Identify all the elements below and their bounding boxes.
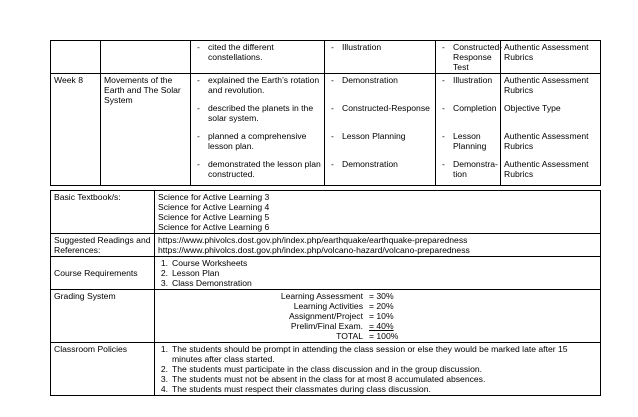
list-item: Class Demonstration xyxy=(172,278,252,288)
list-item: The students must not be absent in the class for at most 8 accumulated absences. xyxy=(172,374,486,384)
list-item: The students must participate in the class discussion and in the group discussion. xyxy=(172,364,483,374)
grade-weight: = 20% xyxy=(369,301,394,311)
activities-cell: - Demonstration - Constructed-Response - Lesson Planning - Demonstration xyxy=(325,74,436,186)
textbook-list xyxy=(155,191,601,234)
readings-list xyxy=(155,234,601,257)
assessment-item: Constructed-Response Test xyxy=(453,42,503,72)
table-row xyxy=(51,191,601,234)
grading-system xyxy=(155,290,601,343)
table-row xyxy=(51,74,601,186)
activity-item: Lesson Planning xyxy=(342,131,406,141)
topic-cell xyxy=(101,41,191,74)
course-info-table xyxy=(50,190,601,396)
tools-cell: Authentic Assessment Rubrics xyxy=(501,41,601,74)
outcome-item: cited the different constellations. xyxy=(208,42,274,62)
list-item: Lesson Plan xyxy=(172,268,220,278)
table-row xyxy=(51,257,601,290)
assessment-item: Lesson Planning xyxy=(453,131,487,151)
table-row xyxy=(51,234,601,257)
reference-link[interactable]: https://www.phivolcs.dost.gov.ph/index.php/earthquake/earthquake-preparedness xyxy=(158,235,468,245)
tool-item: Objective Type xyxy=(504,103,561,113)
list-item: Science for Active Learning 3 xyxy=(158,192,270,202)
readings-label: Suggested Readings and References: xyxy=(51,234,155,257)
topic-cell: Movements of the Earth and The Solar System xyxy=(101,74,191,186)
outcome-item: described the planets in the solar system. xyxy=(208,103,314,123)
grade-component: Learning Activities xyxy=(293,301,363,311)
grade-component: Learning Assessment xyxy=(280,291,363,301)
grade-total-label: TOTAL xyxy=(336,331,363,341)
list-item: Course Worksheets xyxy=(172,258,248,268)
activity-item: Demonstration xyxy=(342,75,398,85)
week-cell: Week 8 xyxy=(51,74,101,186)
week-cell xyxy=(51,41,101,74)
outcome-item: explained the Earth’s rotation and revolution. xyxy=(208,75,320,95)
table-row xyxy=(51,343,601,396)
outcome-item: planned a comprehensive lesson plan. xyxy=(208,131,307,151)
requirements-label: Course Requirements xyxy=(51,257,155,290)
activity-item: Demonstration xyxy=(342,159,398,169)
grade-weight: = 30% xyxy=(369,291,394,301)
assessment-cell: - Constructed-Response Test xyxy=(436,41,501,74)
assessment-item: Illustration xyxy=(453,75,493,85)
policies-label: Classroom Policies xyxy=(51,343,155,396)
grade-weight: = 10% xyxy=(369,311,394,321)
list-item: The students must respect their classmates during class discussion. xyxy=(172,384,431,394)
tool-item: Authentic Assessment Rubrics xyxy=(504,159,589,179)
schedule-table xyxy=(50,40,601,186)
grading-label: Grading System xyxy=(51,290,155,343)
list-item: The students should be prompt in attending the class session or else they would be marked late after 15 minutes after class started. xyxy=(172,344,568,364)
activities-cell: - Illustration xyxy=(325,41,436,74)
grade-weight: = 40% xyxy=(369,321,394,331)
policies-list: 1. The students should be prompt in attending the class session or else they would be marked late after 15 minutes after class started. 2. The students must participate in the class discussion and in the group discussion. 3. The students must not be absent in the class for at most 8 accumulated absences. 4. The students must respect their classmates during class discussion. xyxy=(155,343,601,396)
tool-item: Authentic Assessment Rubrics xyxy=(504,75,589,95)
outcomes-cell: - explained the Earth’s rotation and revolution. - described the planets in the solar system. - planned a comprehensive lesson plan. - demonstrated the lesson plan constructed. xyxy=(191,74,325,186)
textbook-label: Basic Textbook/s: xyxy=(51,191,155,234)
table-row xyxy=(51,41,601,74)
table-row xyxy=(51,290,601,343)
outcomes-cell: - cited the different constellations. xyxy=(191,41,325,74)
grade-total: = 100% xyxy=(369,331,399,341)
outcome-item: demonstrated the lesson plan constructed. xyxy=(208,159,321,179)
requirements-list: 1. Course Worksheets 2. Lesson Plan 3. Class Demonstration xyxy=(155,257,601,290)
list-item: Science for Active Learning 4 xyxy=(158,202,270,212)
assessment-cell: - Illustration - Completion - Lesson Planning - Demonstra-tion xyxy=(436,74,501,186)
activity-item: Constructed-Response xyxy=(342,103,430,113)
reference-link[interactable]: https://www.phivolcs.dost.gov.ph/index.php/volcano-hazard/volcano-preparedness xyxy=(158,245,470,255)
list-item: Science for Active Learning 6 xyxy=(158,222,270,232)
tool-item: Authentic Assessment Rubrics xyxy=(504,131,589,151)
assessment-item: Completion xyxy=(453,103,497,113)
list-item: Science for Active Learning 5 xyxy=(158,212,270,222)
grade-component: Assignment/Project xyxy=(288,311,363,321)
tools-cell xyxy=(501,74,601,186)
activity-item: Illustration xyxy=(342,42,382,52)
assessment-item: Demonstra-tion xyxy=(453,159,498,179)
grade-component: Prelim/Final Exam. xyxy=(290,321,363,331)
